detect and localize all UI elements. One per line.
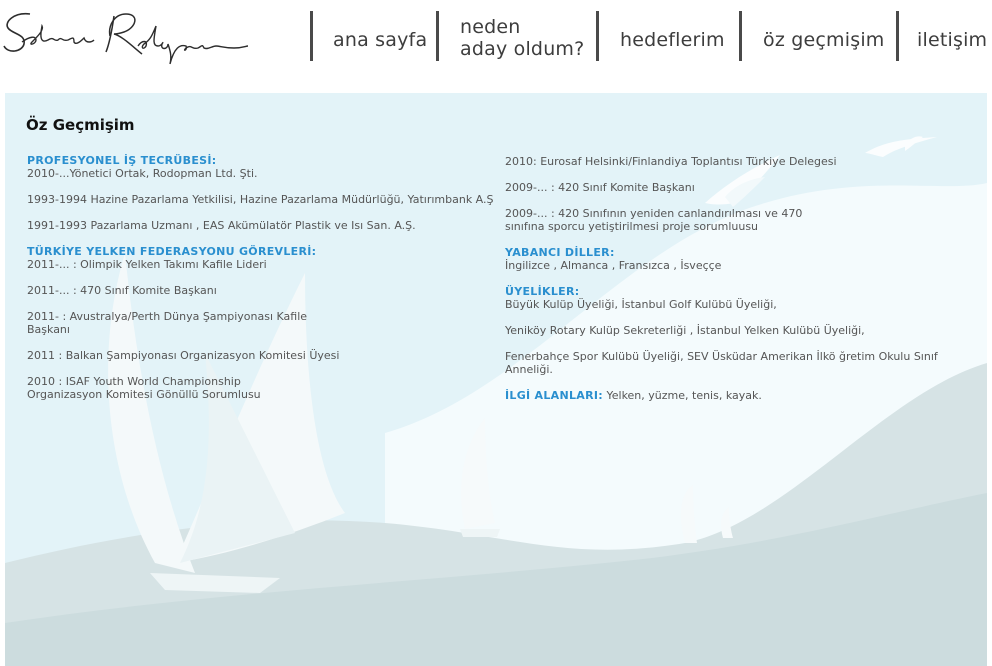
memberships-section-title: ÜYELİKLER: — [505, 285, 580, 298]
nav-divider — [896, 11, 899, 61]
list-item: 2011- : Avustralya/Perth Dünya Şampiyonası Kafile Başkanı — [27, 310, 308, 336]
nav-iletisim[interactable]: iletişim — [917, 29, 988, 51]
nav-neden-aday-oldum[interactable] — [460, 16, 584, 60]
nav-divider — [739, 11, 742, 61]
list-item: 2011 : Balkan Şampiyonası Organizasyon Komitesi Üyesi — [27, 349, 340, 362]
nav-divider — [310, 11, 313, 61]
list-item: Büyük Kulüp Üyeliği, İstanbul Golf Kulübü Üyeliği, — [505, 298, 777, 311]
list-item: 1991-1993 Pazarlama Uzmanı , EAS Akümülatör Plastik ve Isı San. A.Ş. — [27, 219, 416, 232]
nav-divider — [436, 11, 439, 61]
federation-section-title: TÜRKİYE YELKEN FEDERASYONU GÖREVLERİ: — [27, 245, 317, 258]
list-item: 2009-... : 420 Sınıfının yeniden canlandırılması ve 470 sınıfına sporcu yetiştirilmesi proje sorumluusu — [505, 207, 803, 233]
left-column — [27, 154, 495, 414]
list-item: Yeniköy Rotary Kulüp Sekreterliği , İstanbul Yelken Kulübü Üyeliği, — [505, 324, 865, 337]
list-item: 2011-... : 470 Sınıf Komite Başkanı — [27, 284, 217, 297]
nav-divider — [596, 11, 599, 61]
interests-section-title: İLGİ ALANLARI: — [505, 389, 603, 402]
nav-neden-line2: aday oldum? — [460, 38, 585, 60]
nav-hedeflerim[interactable]: hedeflerim — [620, 29, 725, 51]
interests-row — [505, 389, 975, 402]
languages-text: İngilizce , Almanca , Fransızca , İsveççe — [505, 259, 722, 272]
list-item: 2010-...Yönetici Ortak, Rodopman Ltd. Şti. — [27, 167, 258, 180]
list-item: 2009-... : 420 Sınıf Komite Başkanı — [505, 181, 695, 194]
interests-text: Yelken, yüzme, tenis, kayak. — [606, 389, 762, 402]
signature-logo[interactable] — [2, 6, 252, 68]
list-item: Fenerbahçe Spor Kulübü Üyeliği, SEV Üsküdar Amerikan İlkö ğretim Okulu Sınıf Anneliği. — [505, 350, 938, 376]
professional-section-title: PROFESYONEL İŞ TECRÜBESİ: — [27, 154, 217, 167]
languages-section-title: YABANCI DİLLER: — [505, 246, 615, 259]
site-header — [0, 0, 992, 92]
nav-neden-line1: neden — [460, 16, 521, 38]
list-item: 2010 : ISAF Youth World Championship Organizasyon Komitesi Gönüllü Sorumlusu — [27, 375, 261, 401]
nav-ana-sayfa[interactable]: ana sayfa — [333, 29, 428, 51]
content-panel — [5, 93, 987, 666]
page-title: Öz Geçmişim — [26, 116, 135, 134]
right-column — [505, 155, 975, 402]
list-item: 1993-1994 Hazine Pazarlama Yetkilisi, Hazine Pazarlama Müdürlüğü, Yatırımbank A.Ş — [27, 193, 494, 206]
list-item: 2010: Eurosaf Helsinki/Finlandiya Toplantısı Türkiye Delegesi — [505, 155, 837, 168]
list-item: 2011-... : Olimpik Yelken Takımı Kafile Lideri — [27, 258, 267, 271]
nav-oz-gecmisim[interactable]: öz geçmişim — [763, 29, 885, 51]
